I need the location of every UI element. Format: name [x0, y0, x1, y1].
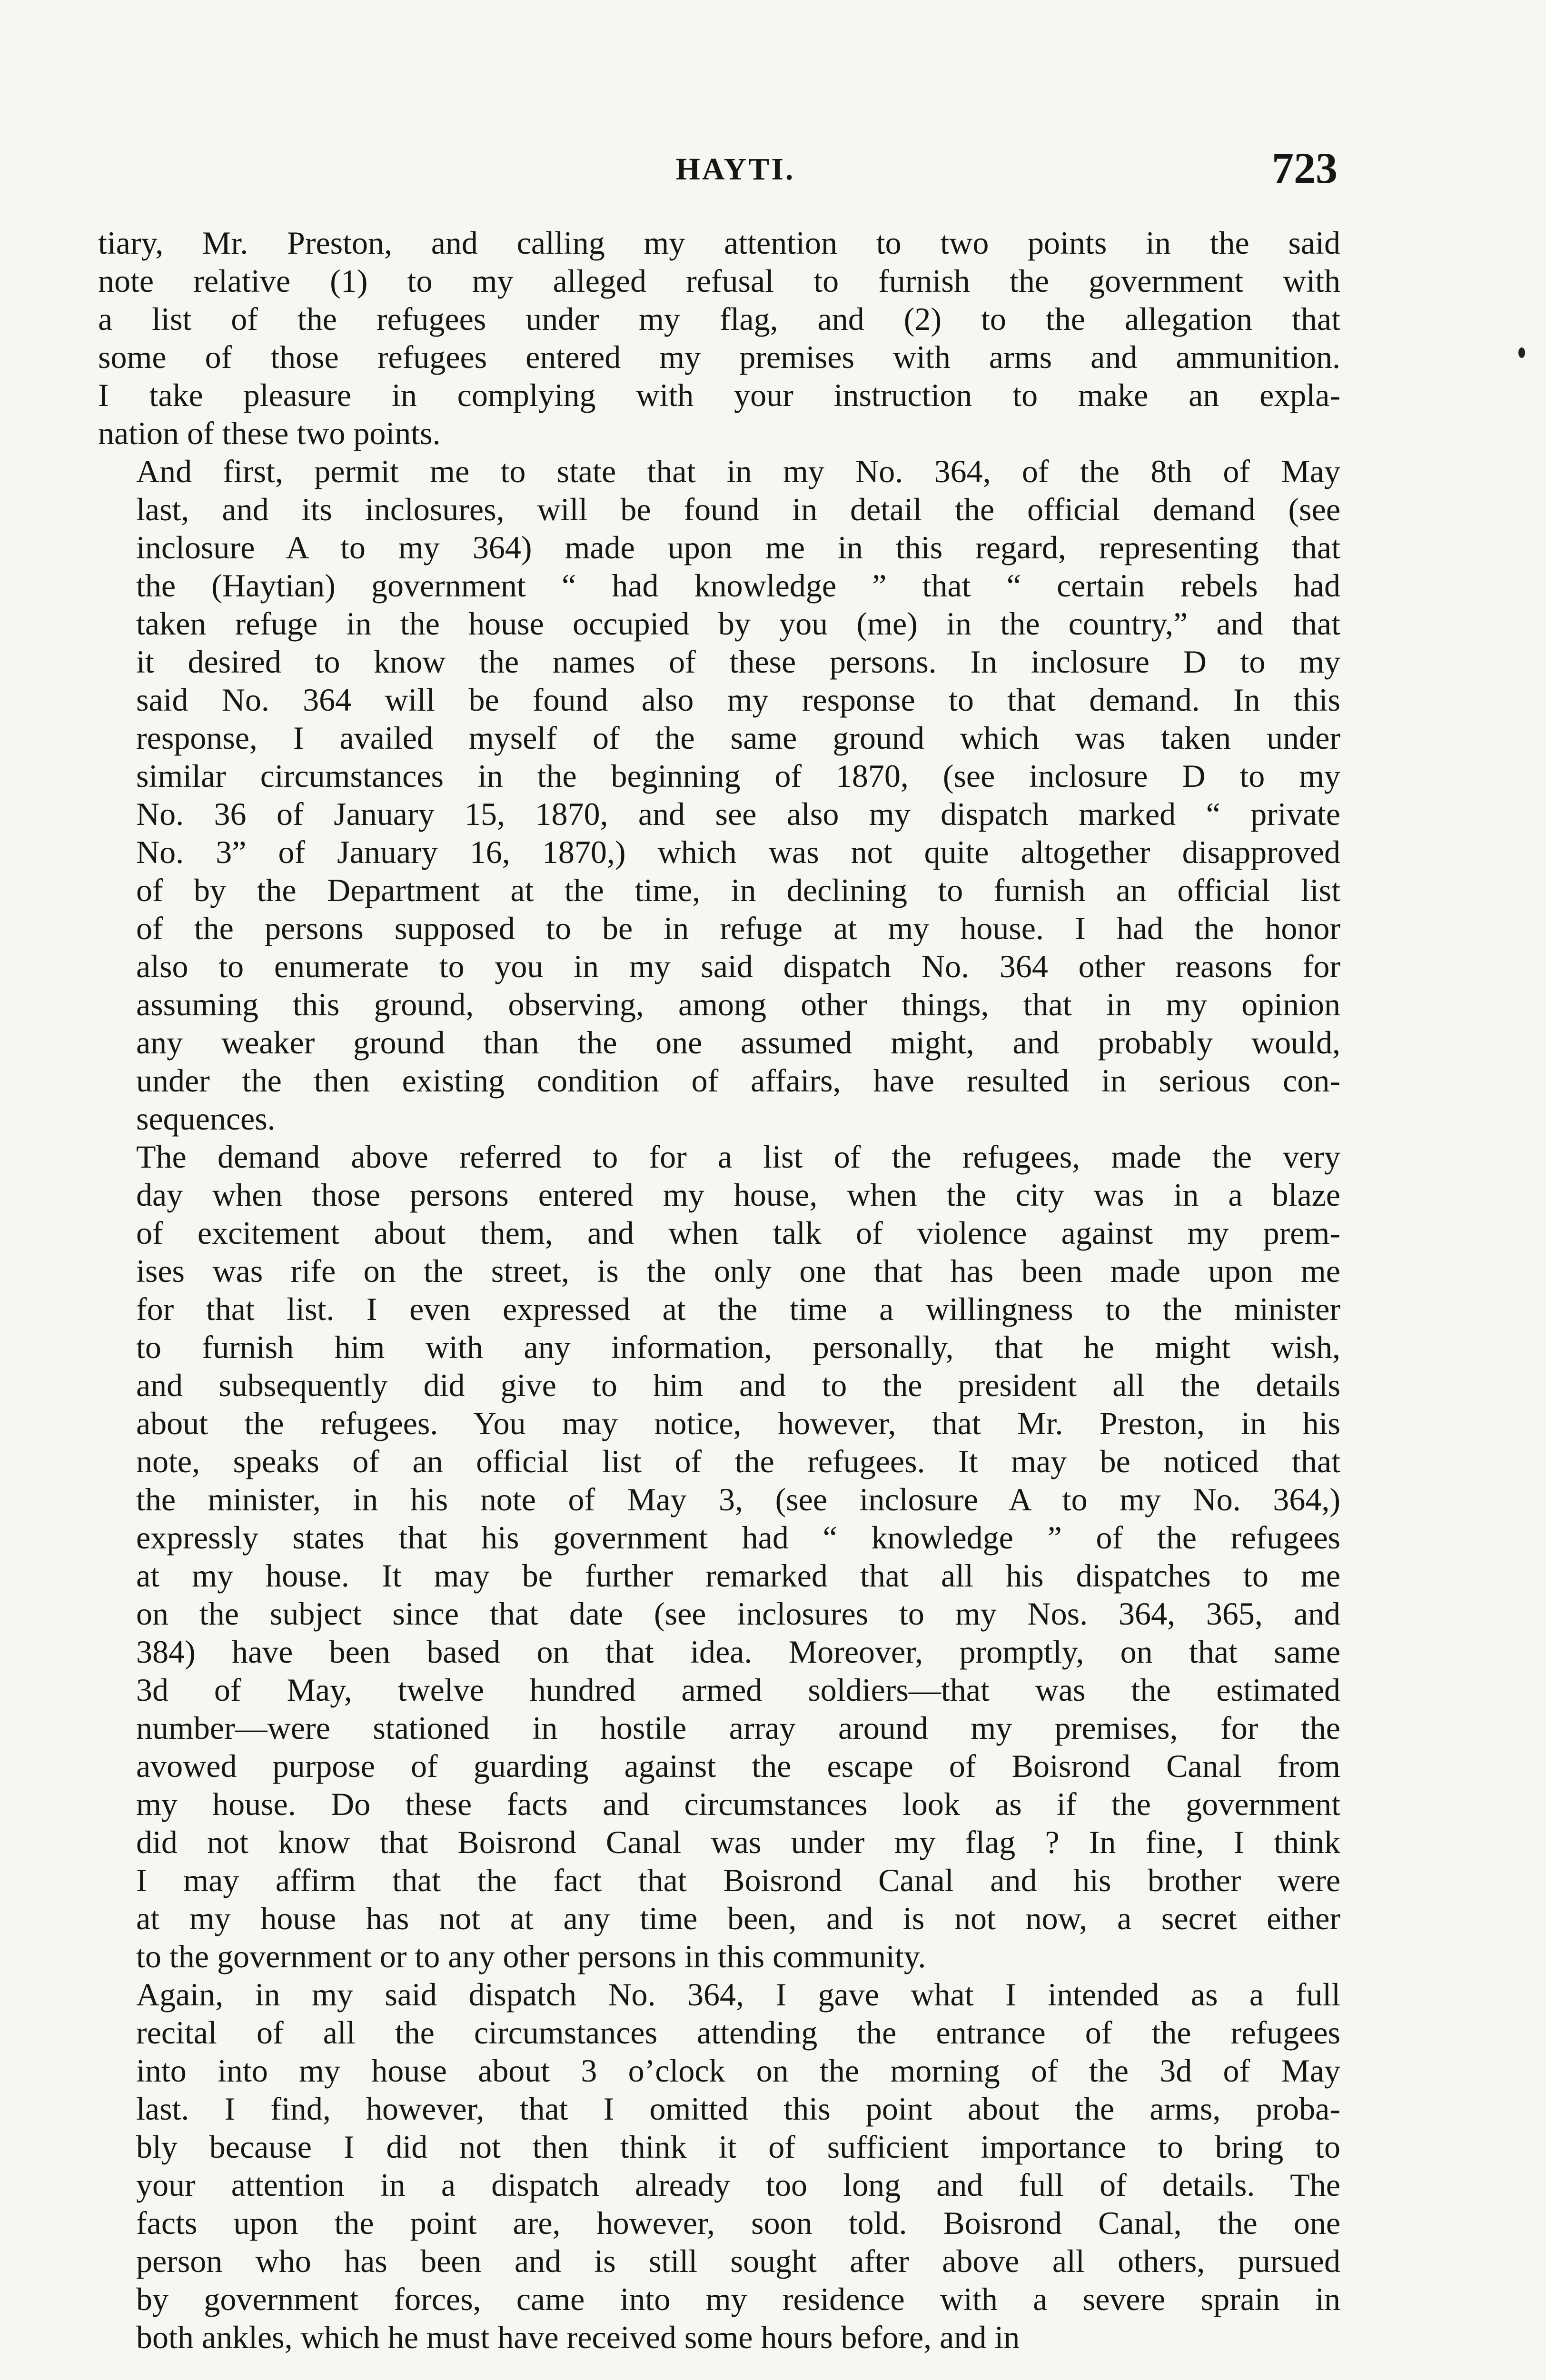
margin-mark [1518, 347, 1525, 358]
text-line: any weaker ground than the one assumed might, and probably would, [136, 1024, 1340, 1061]
text-line: number—were stationed in hostile array around my premises, for the [136, 1710, 1340, 1746]
text-line: of the persons supposed to be in refuge at my house. I had the honor [136, 910, 1340, 946]
text-line: also to enumerate to you in my said dispatch No. 364 other reasons for [136, 948, 1340, 984]
text-line: 3d of May, twelve hundred armed soldiers—that was the estimated [136, 1672, 1340, 1708]
text-line: of by the Department at the time, in declining to furnish an official list [136, 872, 1340, 908]
page-header [133, 143, 1338, 195]
text-line: day when those persons entered my house, when the city was in a blaze [136, 1177, 1340, 1213]
text-line: for that list. I even expressed at the time a willingness to the minister [136, 1291, 1340, 1327]
text-line: Again, in my said dispatch No. 364, I gave what I intended as a full [136, 1976, 1340, 2013]
text-line: both ankles, which he must have received some hours before, and in [136, 2319, 1020, 2355]
text-line: recital of all the circumstances attending the entrance of the refugees [136, 2014, 1340, 2051]
text-line: my house. Do these facts and circumstances look as if the government [136, 1786, 1340, 1822]
text-line: about the refugees. You may notice, however, that Mr. Preston, in his [136, 1405, 1340, 1441]
paragraph [98, 224, 1340, 452]
text-line: of excitement about them, and when talk of violence against my prem- [136, 1215, 1340, 1251]
text-line: some of those refugees entered my premises with arms and ammunition. [98, 339, 1340, 375]
text-line: inclosure A to my 364) made upon me in this regard, representing that [136, 529, 1340, 565]
text-line: your attention in a dispatch already too long and full of details. The [136, 2167, 1340, 2203]
text-line: No. 36 of January 15, 1870, and see also my dispatch marked “ private [136, 796, 1340, 832]
text-line: did not know that Boisrond Canal was under my flag ? In fine, I think [136, 1824, 1340, 1860]
text-line: under the then existing condition of affairs, have resulted in serious con- [136, 1062, 1340, 1099]
page-number: 723 [1272, 144, 1338, 192]
text-line: nation of these two points. [98, 415, 441, 451]
text-line: expressly states that his government had “ knowledge ” of the refugees [136, 1519, 1340, 1556]
text-line: And first, permit me to state that in my No. 364, of the 8th of May [136, 453, 1340, 489]
text-line: facts upon the point are, however, soon told. Boisrond Canal, the one [136, 2205, 1340, 2241]
text-line: last. I find, however, that I omitted this point about the arms, proba- [136, 2091, 1340, 2127]
text-line: sequences. [136, 1101, 276, 1137]
text-line: to furnish him with any information, personally, that he might wish, [136, 1329, 1340, 1365]
text-line: I take pleasure in complying with your instruction to make an expla- [98, 377, 1340, 413]
text-line: note relative (1) to my alleged refusal to furnish the government with [98, 263, 1340, 299]
text-line: by government forces, came into my residence with a severe sprain in [136, 2281, 1340, 2317]
text-line: I may affirm that the fact that Boisrond Canal and his brother were [136, 1862, 1340, 1898]
text-line: and subsequently did give to him and to the president all the details [136, 1367, 1340, 1403]
text-line: the (Haytian) government “ had knowledge ” that “ certain rebels had [136, 567, 1340, 604]
paragraph [98, 1138, 1340, 1975]
text-line: similar circumstances in the beginning of 1870, (see inclosure D to my [136, 758, 1340, 794]
text-line: at my house. It may be further remarked that all his dispatches to me [136, 1557, 1340, 1594]
text-line: avowed purpose of guarding against the escape of Boisrond Canal from [136, 1748, 1340, 1784]
text-line: The demand above referred to for a list of the refugees, made the very [136, 1139, 1340, 1175]
text-line: into into my house about 3 o’clock on the morning of the 3d of May [136, 2053, 1340, 2089]
text-line: the minister, in his note of May 3, (see inclosure A to my No. 364,) [136, 1481, 1340, 1517]
text-line: assuming this ground, observing, among other things, that in my opinion [136, 986, 1340, 1022]
text-line: No. 3” of January 16, 1870,) which was not quite altogether disapproved [136, 834, 1340, 870]
paragraph [98, 1975, 1340, 2356]
text-line: 384) have been based on that idea. Moreover, promptly, on that same [136, 1634, 1340, 1670]
text-line: at my house has not at any time been, and is not now, a secret either [136, 1900, 1340, 1936]
text-line: bly because I did not then think it of sufficient importance to bring to [136, 2129, 1340, 2165]
text-line: on the subject since that date (see inclosures to my Nos. 364, 365, and [136, 1596, 1340, 1632]
text-line: taken refuge in the house occupied by you (me) in the country,” and that [136, 605, 1340, 642]
text-line: to the government or to any other persons in this community. [136, 1938, 926, 1974]
text-line: note, speaks of an official list of the refugees. It may be noticed that [136, 1443, 1340, 1479]
text-line: person who has been and is still sought after above all others, pursued [136, 2243, 1340, 2279]
text-line: ises was rife on the street, is the only one that has been made upon me [136, 1253, 1340, 1289]
text-line: said No. 364 will be found also my response to that demand. In this [136, 682, 1340, 718]
text-line: it desired to know the names of these persons. In inclosure D to my [136, 644, 1340, 680]
text-line: a list of the refugees under my flag, and (2) to the allegation that [98, 301, 1340, 337]
text-line: last, and its inclosures, will be found in detail the official demand (see [136, 491, 1340, 527]
text-line: tiary, Mr. Preston, and calling my attention to two points in the said [98, 225, 1340, 261]
running-title: HAYTI. [675, 152, 795, 187]
paragraph [98, 452, 1340, 1138]
body-text [98, 224, 1340, 2356]
text-line: response, I availed myself of the same ground which was taken under [136, 720, 1340, 756]
